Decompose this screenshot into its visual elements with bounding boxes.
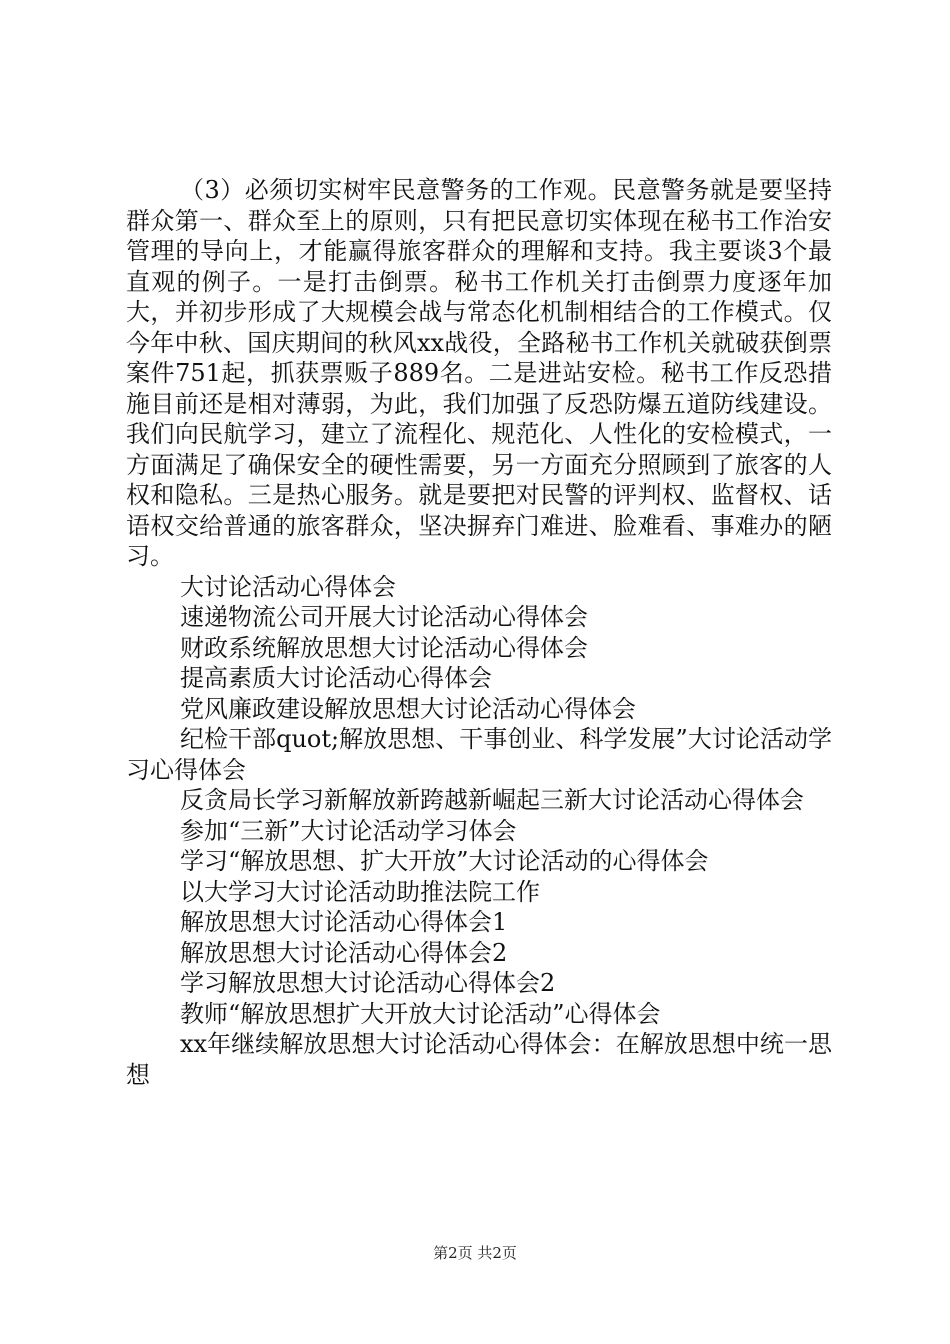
list-item: 学习“解放思想、扩大开放”大讨论活动的心得体会 xyxy=(180,847,709,875)
list-item: 参加“三新”大讨论活动学习体会 xyxy=(180,816,517,845)
list-item: 提高素质大讨论活动心得体会 xyxy=(180,664,492,692)
list-item: xx年继续解放思想大讨论活动心得体会：在解放思想中统一思想 xyxy=(126,1030,832,1089)
list-item: 党风廉政建设解放思想大讨论活动心得体会 xyxy=(180,694,636,723)
page-number: 第2页 共2页 xyxy=(433,1244,517,1262)
list-item: 速递物流公司开展大讨论活动心得体会 xyxy=(180,603,588,631)
list-item: 大讨论活动心得体会 xyxy=(180,572,396,601)
list-item: 反贪局长学习新解放新跨越新崛起三新大讨论活动心得体会 xyxy=(180,786,804,814)
list-item: 教师“解放思想扩大开放大讨论活动”心得体会 xyxy=(180,999,661,1028)
list-item: 纪检干部quot;解放思想、干事创业、科学发展”大讨论活动学习心得体会 xyxy=(126,725,832,784)
list-item: 以大学习大讨论活动助推法院工作 xyxy=(180,877,540,906)
list-item: 学习解放思想大讨论活动心得体会2 xyxy=(180,969,556,997)
related-articles-list xyxy=(126,572,832,1091)
list-item: 解放思想大讨论活动心得体会1 xyxy=(180,908,508,936)
list-item: 解放思想大讨论活动心得体会2 xyxy=(180,938,508,967)
body-paragraph: （3）必须切实树牢民意警务的工作观。民意警务就是要坚持群众第一、群众至上的原则，只有把民意切实体现在秘书工作治安管理的导向上，才能赢得旅客群众的理解和支持。我主要谈3个最直观的例子。一是打击倒票。秘书工作机关打击倒票力度逐年加大，并初步形成了大规模会战与常态化机制相结合的工作模式。仅今年中秋、国庆期间的秋风xx战役，全路秘书工作机关就破获倒票案件751起，抓获票贩子889名。二是进站安检。秘书工作反恐措施目前还是相对薄弱，为此，我们加强了反恐防爆五道防线建设。我们向民航学习，建立了流程化、规范化、人性化的安检模式，一方面满足了确保安全的硬性需要，另一方面充分照顾到了旅客的人权和隐私。三是热心服务。就是要把对民警的评判权、监督权、话语权交给普通的旅客群众，坚决摒弃门难进、脸难看、事难办的陋习。 xyxy=(126,176,832,570)
list-item: 财政系统解放思想大讨论活动心得体会 xyxy=(180,633,588,662)
document-body xyxy=(126,175,832,1090)
